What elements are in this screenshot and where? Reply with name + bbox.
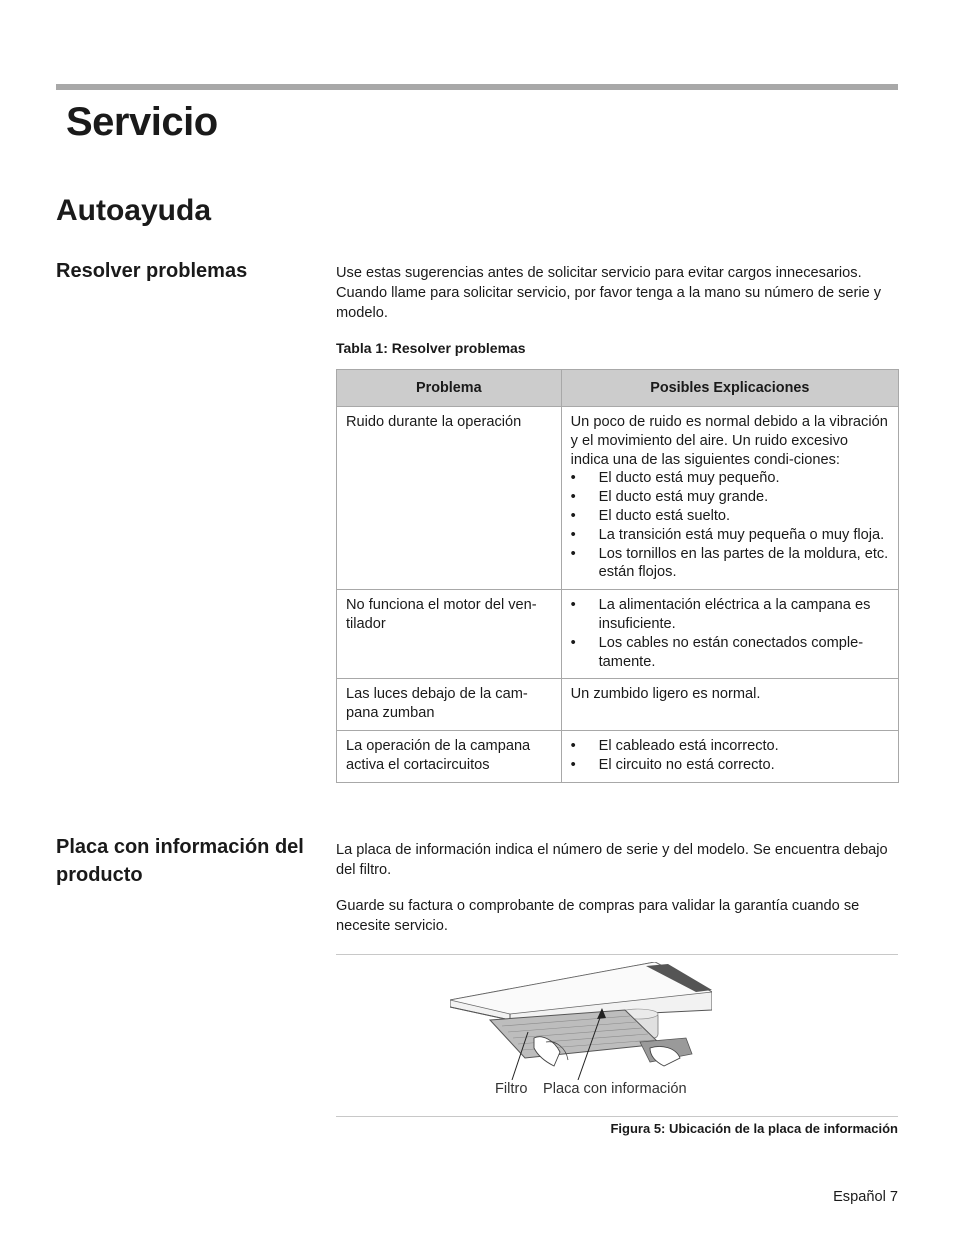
list-item (571, 634, 889, 672)
bullet-icon: • (570, 634, 576, 651)
troubleshoot-intro: Use estas sugerencias antes de solicitar servicio para evitar cargos innecesarios. Cuando llame para solicitar servicio, por favor tenga a la mano su número de serie y modelo. (336, 265, 882, 321)
list-item-text: La alimentación eléctrica a la campana es insuficiente. (598, 597, 871, 632)
explanation-list (571, 469, 889, 582)
nameplate-heading: Placa con información del producto (56, 836, 304, 886)
problem-cell: La operación de la campana activa el cortacircuitos (337, 730, 562, 782)
list-item-text: La transición está muy pequeña o muy floja. (598, 526, 885, 543)
list-item (571, 756, 889, 775)
explanation-text: Un poco de ruido es normal debido a la vibración y el movimiento del aire. Un ruido excesivo indica una de las siguientes condi-ciones: (570, 414, 888, 468)
table-row (337, 407, 899, 590)
list-item (571, 469, 889, 488)
range-hood-illustration (450, 962, 712, 1080)
nameplate-para-2: Guarde su factura o comprobante de compras para validar la garantía cuando se necesite servicio. (336, 898, 860, 934)
table-caption: Tabla 1: Resolver problemas (336, 340, 526, 356)
range-hood-drawing (450, 962, 712, 1080)
bullet-icon: • (570, 470, 576, 487)
table-row (337, 590, 899, 679)
list-item (571, 488, 889, 507)
table-row (337, 730, 899, 782)
list-item-text: Los cables no están conectados comple-tamente. (598, 634, 864, 670)
figure-bottom-rule (336, 1116, 898, 1117)
table-row (337, 679, 899, 731)
list-item (571, 526, 889, 545)
list-item (571, 596, 889, 634)
bullet-icon: • (570, 737, 576, 754)
table-body (337, 407, 899, 783)
list-item-text: El ducto está muy grande. (598, 489, 769, 506)
bullet-icon: • (570, 507, 576, 524)
list-item-text: El ducto está suelto. (598, 507, 731, 524)
explanation-cell (561, 679, 898, 731)
nameplate-para-1: La placa de información indica el número de serie y del modelo. Se encuentra debajo del filtro. (336, 842, 888, 878)
explanation-cell (561, 730, 898, 782)
section-title: Autoayuda (56, 194, 212, 227)
list-item (571, 737, 889, 756)
list-item-text: El ducto está muy pequeño. (598, 470, 780, 487)
page-title: Servicio (66, 100, 218, 144)
bullet-icon: • (570, 545, 576, 562)
table-header-row (337, 370, 899, 407)
explanation-cell (561, 407, 898, 590)
page-footer: Español 7 (833, 1189, 898, 1205)
bullet-icon: • (570, 526, 576, 543)
problem-cell: Ruido durante la operación (337, 407, 562, 590)
figure-caption: Figura 5: Ubicación de la placa de información (610, 1121, 898, 1136)
list-item-text: Los tornillos en las partes de la moldura, etc. están flojos. (598, 545, 889, 581)
top-rule (56, 84, 898, 90)
list-item-text: El circuito no está correcto. (598, 756, 775, 773)
figure-label-filter: Filtro (495, 1081, 528, 1097)
explanation-list (571, 737, 889, 775)
troubleshoot-table (336, 369, 899, 783)
list-item (571, 545, 889, 583)
figure-label-nameplate: Placa con información (543, 1081, 687, 1097)
bullet-icon: • (570, 756, 576, 773)
column-header-explanations: Posibles Explicaciones (561, 370, 898, 407)
bullet-icon: • (570, 597, 576, 614)
explanation-text: Un zumbido ligero es normal. (570, 686, 761, 703)
explanation-list (571, 596, 889, 671)
list-item-text: El cableado está incorrecto. (598, 737, 779, 754)
list-item (571, 507, 889, 526)
problem-cell: No funciona el motor del ven-tilador (337, 590, 562, 679)
column-header-problem: Problema (337, 370, 562, 407)
bullet-icon: • (570, 489, 576, 506)
troubleshoot-heading: Resolver problemas (56, 260, 248, 282)
figure-top-rule (336, 954, 898, 955)
problem-cell: Las luces debajo de la cam-pana zumban (337, 679, 562, 731)
explanation-cell (561, 590, 898, 679)
